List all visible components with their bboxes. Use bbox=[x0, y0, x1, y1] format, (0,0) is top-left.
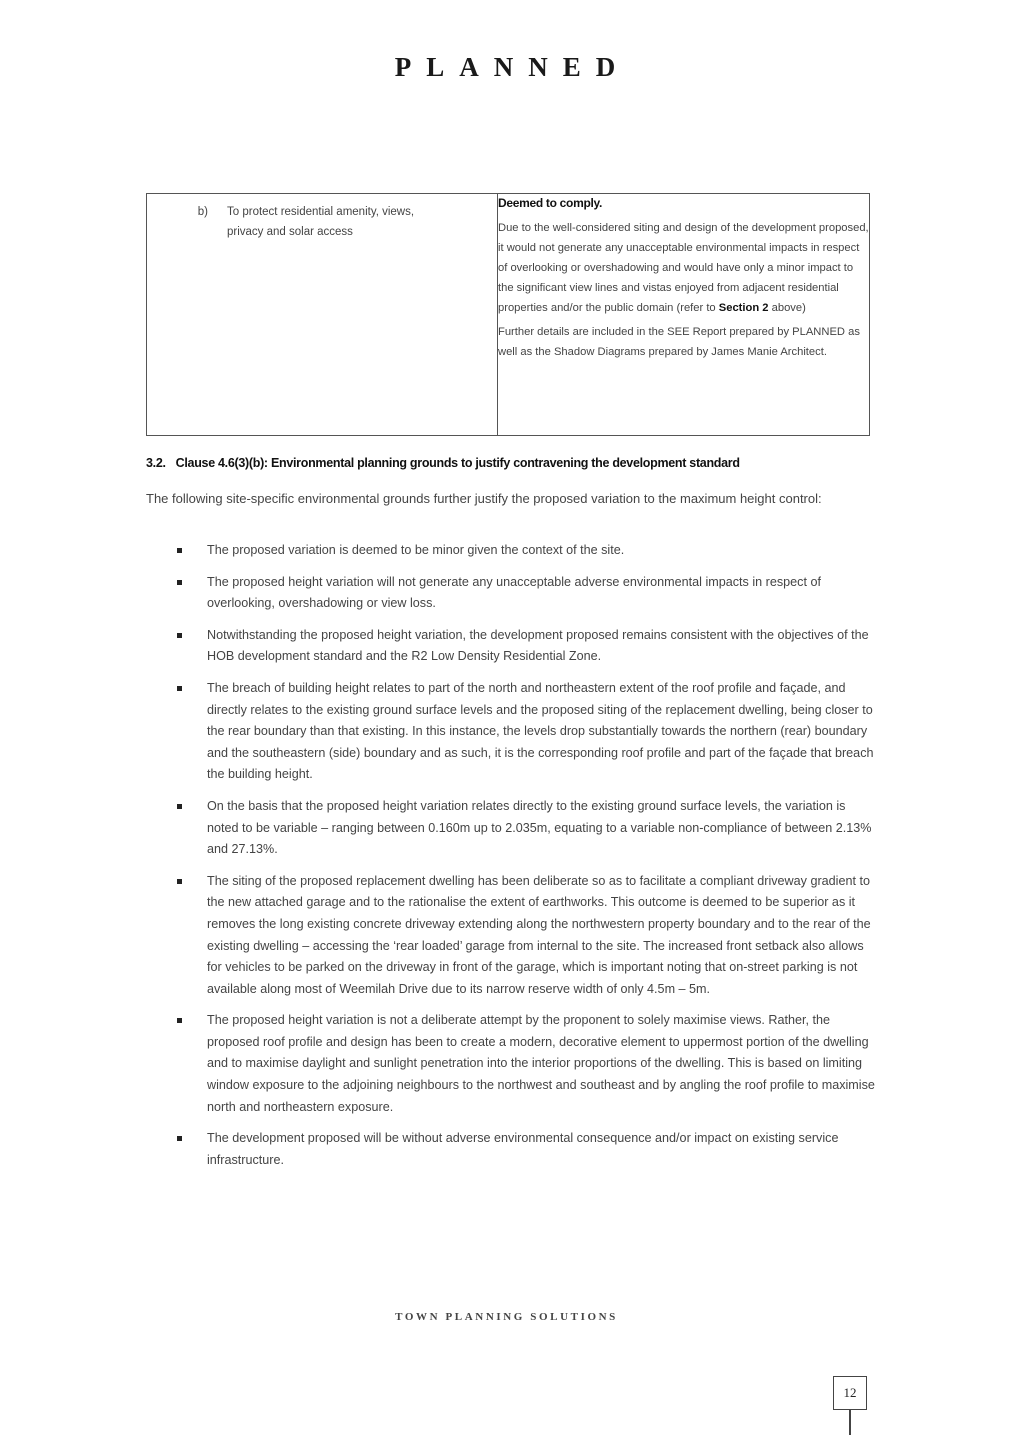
bullet-icon bbox=[177, 580, 182, 585]
list-item bbox=[146, 540, 876, 562]
bullet-icon bbox=[177, 879, 182, 884]
bullet-icon bbox=[177, 1136, 182, 1141]
list-item-text: On the basis that the proposed height variation relates directly to the existing ground surface levels, the variation is noted to be variable – ranging between 0.160m up to 2.035m, equating to a variable non-compliance of between 2.13% and 27.13%. bbox=[207, 798, 872, 857]
list-item bbox=[146, 871, 876, 1001]
list-item bbox=[146, 678, 876, 786]
list-item bbox=[146, 796, 876, 861]
objective-letter: b) bbox=[197, 206, 208, 218]
list-item bbox=[146, 572, 876, 615]
list-item-text: The siting of the proposed replacement dwelling has been deliberate so as to facilitate a compliant driveway gradient to the new attached garage and to the rationalise the extent of earthworks. This outcome is deemed to be superior as it removes the long existing concrete driveway extending along the northwestern property boundary and to the rear of the existing dwelling – accessing the ‘rear loaded’ garage from internal to the site. The increased front setback also allows for vehicles to be parked on the driveway in front of the garage, which is important noting that on-street parking is not available along most of Weemilah Drive due to its narrow reserve width of only 4.5m – 5m. bbox=[207, 873, 871, 996]
page-number: 12 bbox=[833, 1376, 867, 1410]
assessment-title: Deemed to comply. bbox=[498, 196, 603, 210]
section-number: 3.2. bbox=[146, 456, 166, 470]
further-details-paragraph: Further details are included in the SEE Report prepared by PLANNED as well as the Shadow Diagrams prepared by James Manie Architect. bbox=[498, 326, 860, 358]
list-item-text: The breach of building height relates to part of the north and northeastern extent of the roof profile and façade, and directly relates to the existing ground surface levels and the proposed siting of the replacement dwelling, being closer to the rear boundary than that existing. In this instance, the levels drop substantially towards the northern (rear) boundary and the southeastern (side) boundary and as such, it is the corresponding roof profile and part of the façade that breach the building height. bbox=[207, 680, 874, 782]
page-number-line bbox=[849, 1410, 851, 1435]
objective-text: To protect residential amenity, views, privacy and solar access bbox=[227, 206, 415, 238]
bullet-icon bbox=[177, 804, 182, 809]
list-item-text: The proposed variation is deemed to be minor given the context of the site. bbox=[207, 543, 625, 557]
list-item bbox=[146, 625, 876, 668]
list-item-text: The proposed height variation will not generate any unacceptable adverse environmental impacts in respect of overlooking, overshadowing or view loss. bbox=[207, 574, 821, 611]
bullet-icon bbox=[177, 1018, 182, 1023]
list-item-text: The proposed height variation is not a deliberate attempt by the proponent to solely maximise views. Rather, the proposed roof profile and design has been to create a modern, decorative element to uppermost portion of the dwelling and to maximise daylight and sunlight penetration into the interior proportions of the dwelling. This is based on limiting window exposure to the adjoining neighbours to the northwest and southeast and by angling the roof profile to maximise north and northeastern exposure. bbox=[207, 1013, 875, 1114]
grounds-list bbox=[146, 540, 876, 1181]
assessment-paragraph-text: Due to the well-considered siting and design of the development proposed, it would not generate any unacceptable environmental impacts in respect of overlooking or overshadowing and would have only a minor impact to the significant view lines and vistas enjoyed from adjacent residential properties and/or the public domain (refer to bbox=[498, 222, 869, 314]
table-row bbox=[147, 194, 870, 436]
list-item-text: Notwithstanding the proposed height variation, the development proposed remains consistent with the objectives of the HOB development standard and the R2 Low Density Residential Zone. bbox=[207, 627, 869, 664]
bullet-icon bbox=[177, 633, 182, 638]
assessment-cell bbox=[498, 194, 870, 436]
planned-logo: PLANNED bbox=[394, 52, 631, 82]
list-item-text: The development proposed will be without adverse environmental consequence and/or impact on existing service infrastructure. bbox=[207, 1131, 839, 1167]
objective-cell bbox=[147, 194, 498, 436]
footer-tagline: TOWN PLANNING SOLUTIONS bbox=[395, 1311, 618, 1323]
section-title: Clause 4.6(3)(b): Environmental planning grounds to justify contravening the development standard bbox=[175, 456, 740, 470]
section-intro: The following site-specific environmental grounds further justify the proposed variation to the maximum height control: bbox=[146, 491, 822, 506]
objective-item bbox=[147, 202, 497, 242]
bullet-icon bbox=[177, 548, 182, 553]
assessment-paragraph bbox=[498, 218, 869, 318]
list-item bbox=[146, 1010, 876, 1118]
bullet-icon bbox=[177, 686, 182, 691]
objectives-table bbox=[146, 193, 870, 436]
section-heading bbox=[146, 456, 876, 470]
assessment-paragraph-end: above) bbox=[768, 302, 806, 314]
list-item bbox=[146, 1128, 876, 1171]
section-reference: Section 2 bbox=[718, 302, 769, 314]
